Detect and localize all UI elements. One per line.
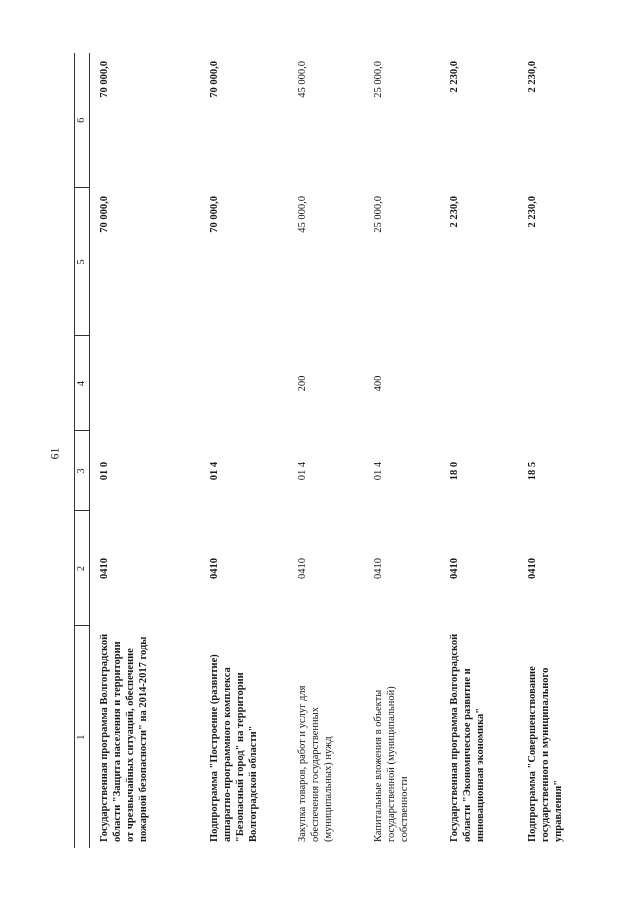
rotated-table-container — [74, 53, 564, 848]
table-row — [288, 53, 364, 848]
row-name: Подпрограмма "Построение (развитие) аппаратно-программного комплекса "Безопасный город" на территории Волгоградской области" — [209, 654, 259, 842]
table-header-row — [75, 53, 90, 848]
row-amount-col6: 2 230,0 — [527, 61, 538, 93]
header-col-1: 1 — [75, 626, 90, 848]
row-amount-col5: 70 000,0 — [209, 196, 220, 233]
row-expense-type: 200 — [297, 375, 308, 392]
row-name: Государственная программа Волгоградской области "Экономическое развитие и инновационная экономика" — [449, 633, 486, 842]
row-name: Подпрограмма "Совершенствование государственного и муниципального управления" — [527, 666, 564, 842]
row-amount-col5: 45 000,0 — [297, 196, 308, 233]
header-col-2: 2 — [75, 511, 90, 626]
table-row — [90, 53, 201, 848]
row-amount-col5: 70 000,0 — [99, 196, 110, 233]
row-amount-col6: 2 230,0 — [449, 61, 460, 93]
header-col-6: 6 — [75, 53, 90, 188]
table-row — [200, 53, 288, 848]
budget-table — [74, 53, 596, 848]
row-section-code: 0410 — [297, 558, 308, 579]
row-expense-type — [518, 336, 596, 431]
header-col-5: 5 — [75, 188, 90, 336]
row-program-code: 01 4 — [297, 461, 308, 481]
table-row — [364, 53, 440, 848]
table-row — [440, 53, 518, 848]
row-expense-type — [90, 336, 201, 431]
row-amount-col5: 25 000,0 — [373, 196, 384, 233]
row-program-code: 01 0 — [99, 461, 110, 481]
row-expense-type — [440, 336, 518, 431]
row-name: Государственная программа Волгоградской области "Защита населения и территории от чрезвычайных ситуаций, обеспечение пожарной безопасности" на 2014-2017 годы — [99, 633, 149, 842]
row-program-code: 18 0 — [449, 461, 460, 481]
row-amount-col6: 25 000,0 — [373, 61, 384, 98]
row-program-code: 01 4 — [373, 461, 384, 481]
row-section-code: 0410 — [449, 558, 460, 579]
row-amount-col6: 70 000,0 — [209, 61, 220, 98]
row-section-code: 0410 — [373, 558, 384, 579]
row-amount-col6: 45 000,0 — [297, 61, 308, 98]
row-expense-type: 400 — [373, 375, 384, 392]
row-amount-col6: 70 000,0 — [99, 61, 110, 98]
row-program-code: 18 5 — [527, 461, 538, 481]
row-program-code: 01 4 — [209, 461, 220, 481]
row-section-code: 0410 — [527, 558, 538, 579]
row-amount-col5: 2 230,0 — [449, 196, 460, 228]
row-section-code: 0410 — [209, 558, 220, 579]
row-name: Капитальные вложения в объекты государственной (муниципальной) собственности — [373, 686, 410, 842]
row-amount-col5: 2 230,0 — [527, 196, 538, 228]
page-number: 61 — [47, 447, 62, 460]
table-row — [518, 53, 596, 848]
header-col-4: 4 — [75, 336, 90, 431]
row-section-code: 0410 — [99, 558, 110, 579]
header-col-3: 3 — [75, 431, 90, 511]
row-expense-type — [200, 336, 288, 431]
row-name: Закупка товаров, работ и услуг для обеспечения государственных (муниципальных) нужд — [297, 685, 334, 842]
